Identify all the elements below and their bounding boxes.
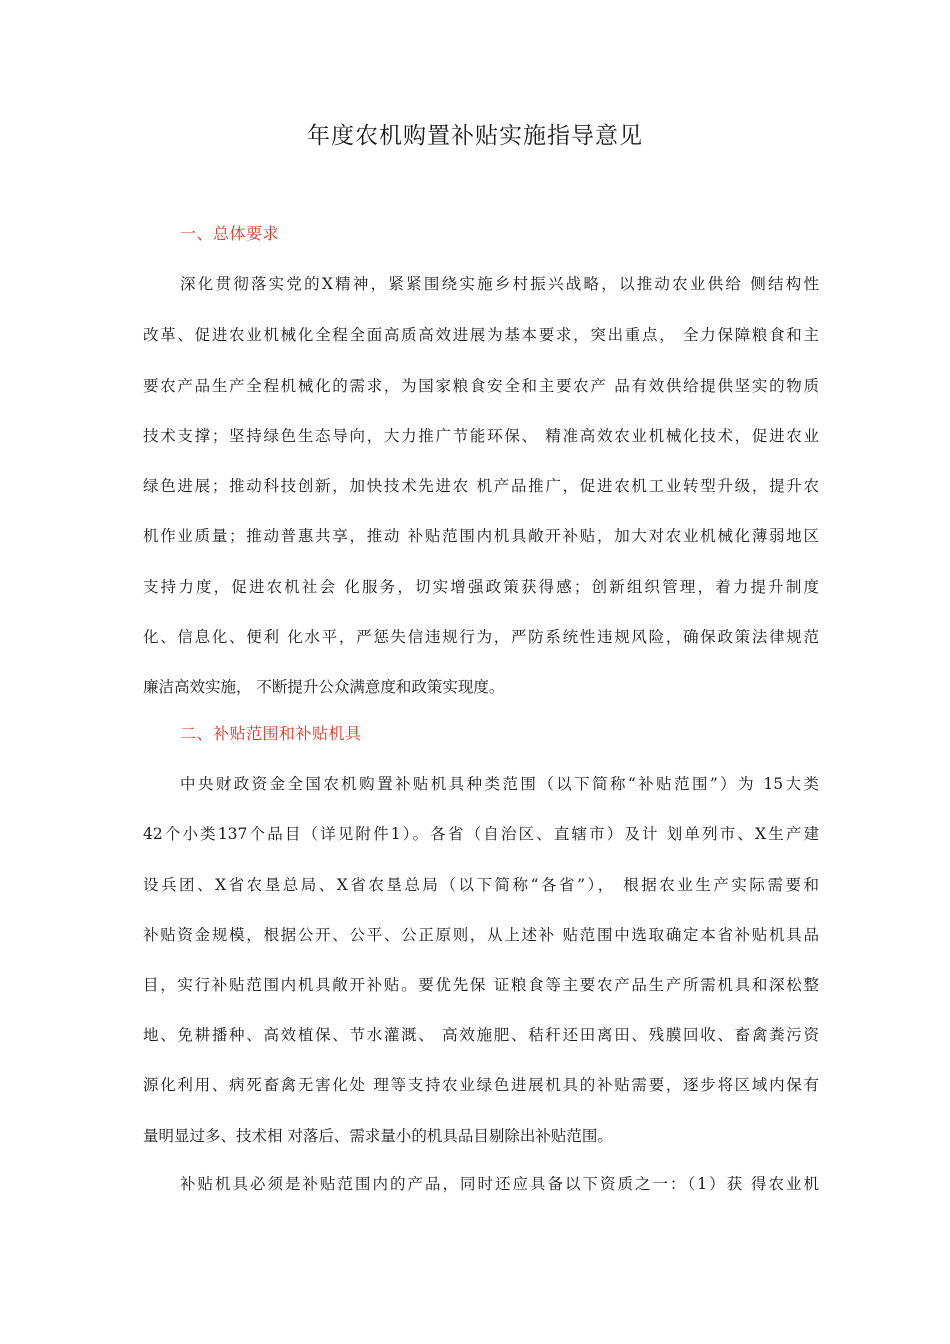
paragraph-line: 机作业质量；推动普惠共享，推动 补贴范围内机具敞开补贴，加大对农业机械化薄弱地区 bbox=[143, 527, 819, 545]
paragraph-line: 源化利用、病死畜禽无害化处 理等支持农业绿色进展机具的补贴需要，逐步将区域内保有 bbox=[143, 1076, 819, 1094]
paragraph-line: 地、免耕播种、高效植保、节水灌溉、 高效施肥、秸秆还田离田、残膜回收、畜禽粪污资 bbox=[143, 1026, 819, 1044]
paragraph-line: 目，实行补贴范围内机具敞开补贴。要优先保 证粮食等主要农产品生产所需机具和深松整 bbox=[143, 976, 819, 994]
document-title: 年度农机购置补贴实施指导意见 bbox=[307, 123, 643, 149]
paragraph-line: 设兵团、X省农垦总局、X省农垦总局（以下简称“各省”）， 根据农业生产实际需要和 bbox=[143, 876, 819, 894]
paragraph-line: 中央财政资金全国农机购置补贴机具种类范围（以下简称“补贴范围”）为 15大类 bbox=[180, 775, 819, 793]
paragraph-line: 量明显过多、技术相 对落后、需求量小的机具品目剔除出补贴范围。 bbox=[143, 1127, 613, 1145]
paragraph-line: 补贴资金规模，根据公开、公平、公正原则，从上述补 贴范围中选取确定本省补贴机具品 bbox=[143, 926, 819, 944]
paragraph-line: 廉洁高效实施， 不断提升公众满意度和政策实现度。 bbox=[143, 678, 505, 696]
paragraph-line: 化、信息化、便利 化水平，严惩失信违规行为，严防系统性违规风险，确保政策法律规范 bbox=[143, 628, 819, 646]
section-heading-general-requirements: 一、总体要求 bbox=[180, 224, 280, 243]
paragraph-line: 42个小类137个品目（详见附件1）。各省（自治区、直辖市）及计 划单列市、X生产建 bbox=[143, 825, 819, 843]
paragraph-line: 支持力度，促进农机社会 化服务，切实增强政策获得感；创新组织管理，着力提升制度 bbox=[143, 578, 819, 596]
paragraph-line: 深化贯彻落实党的X精神，紧紧围绕实施乡村振兴战略，以推动农业供给 侧结构性 bbox=[180, 275, 819, 293]
paragraph-line: 技术支撑；坚持绿色生态导向，大力推广节能环保、 精准高效农业机械化技术，促进农业 bbox=[143, 427, 819, 445]
paragraph-line: 绿色进展；推动科技创新，加快技术先进农 机产品推广，促进农机工业转型升级，提升农 bbox=[143, 477, 819, 495]
section-heading-subsidy-scope: 二、补贴范围和补贴机具 bbox=[180, 724, 362, 743]
paragraph-line: 改革、促进农业机械化全程全面高质高效进展为基本要求，突出重点， 全力保障粮食和主 bbox=[143, 326, 819, 344]
paragraph-line: 补贴机具必须是补贴范围内的产品，同时还应具备以下资质之一：（1）获 得农业机 bbox=[180, 1175, 819, 1193]
paragraph-line: 要农产品生产全程机械化的需求，为国家粮食安全和主要农产 品有效供给提供坚实的物质 bbox=[143, 377, 819, 395]
